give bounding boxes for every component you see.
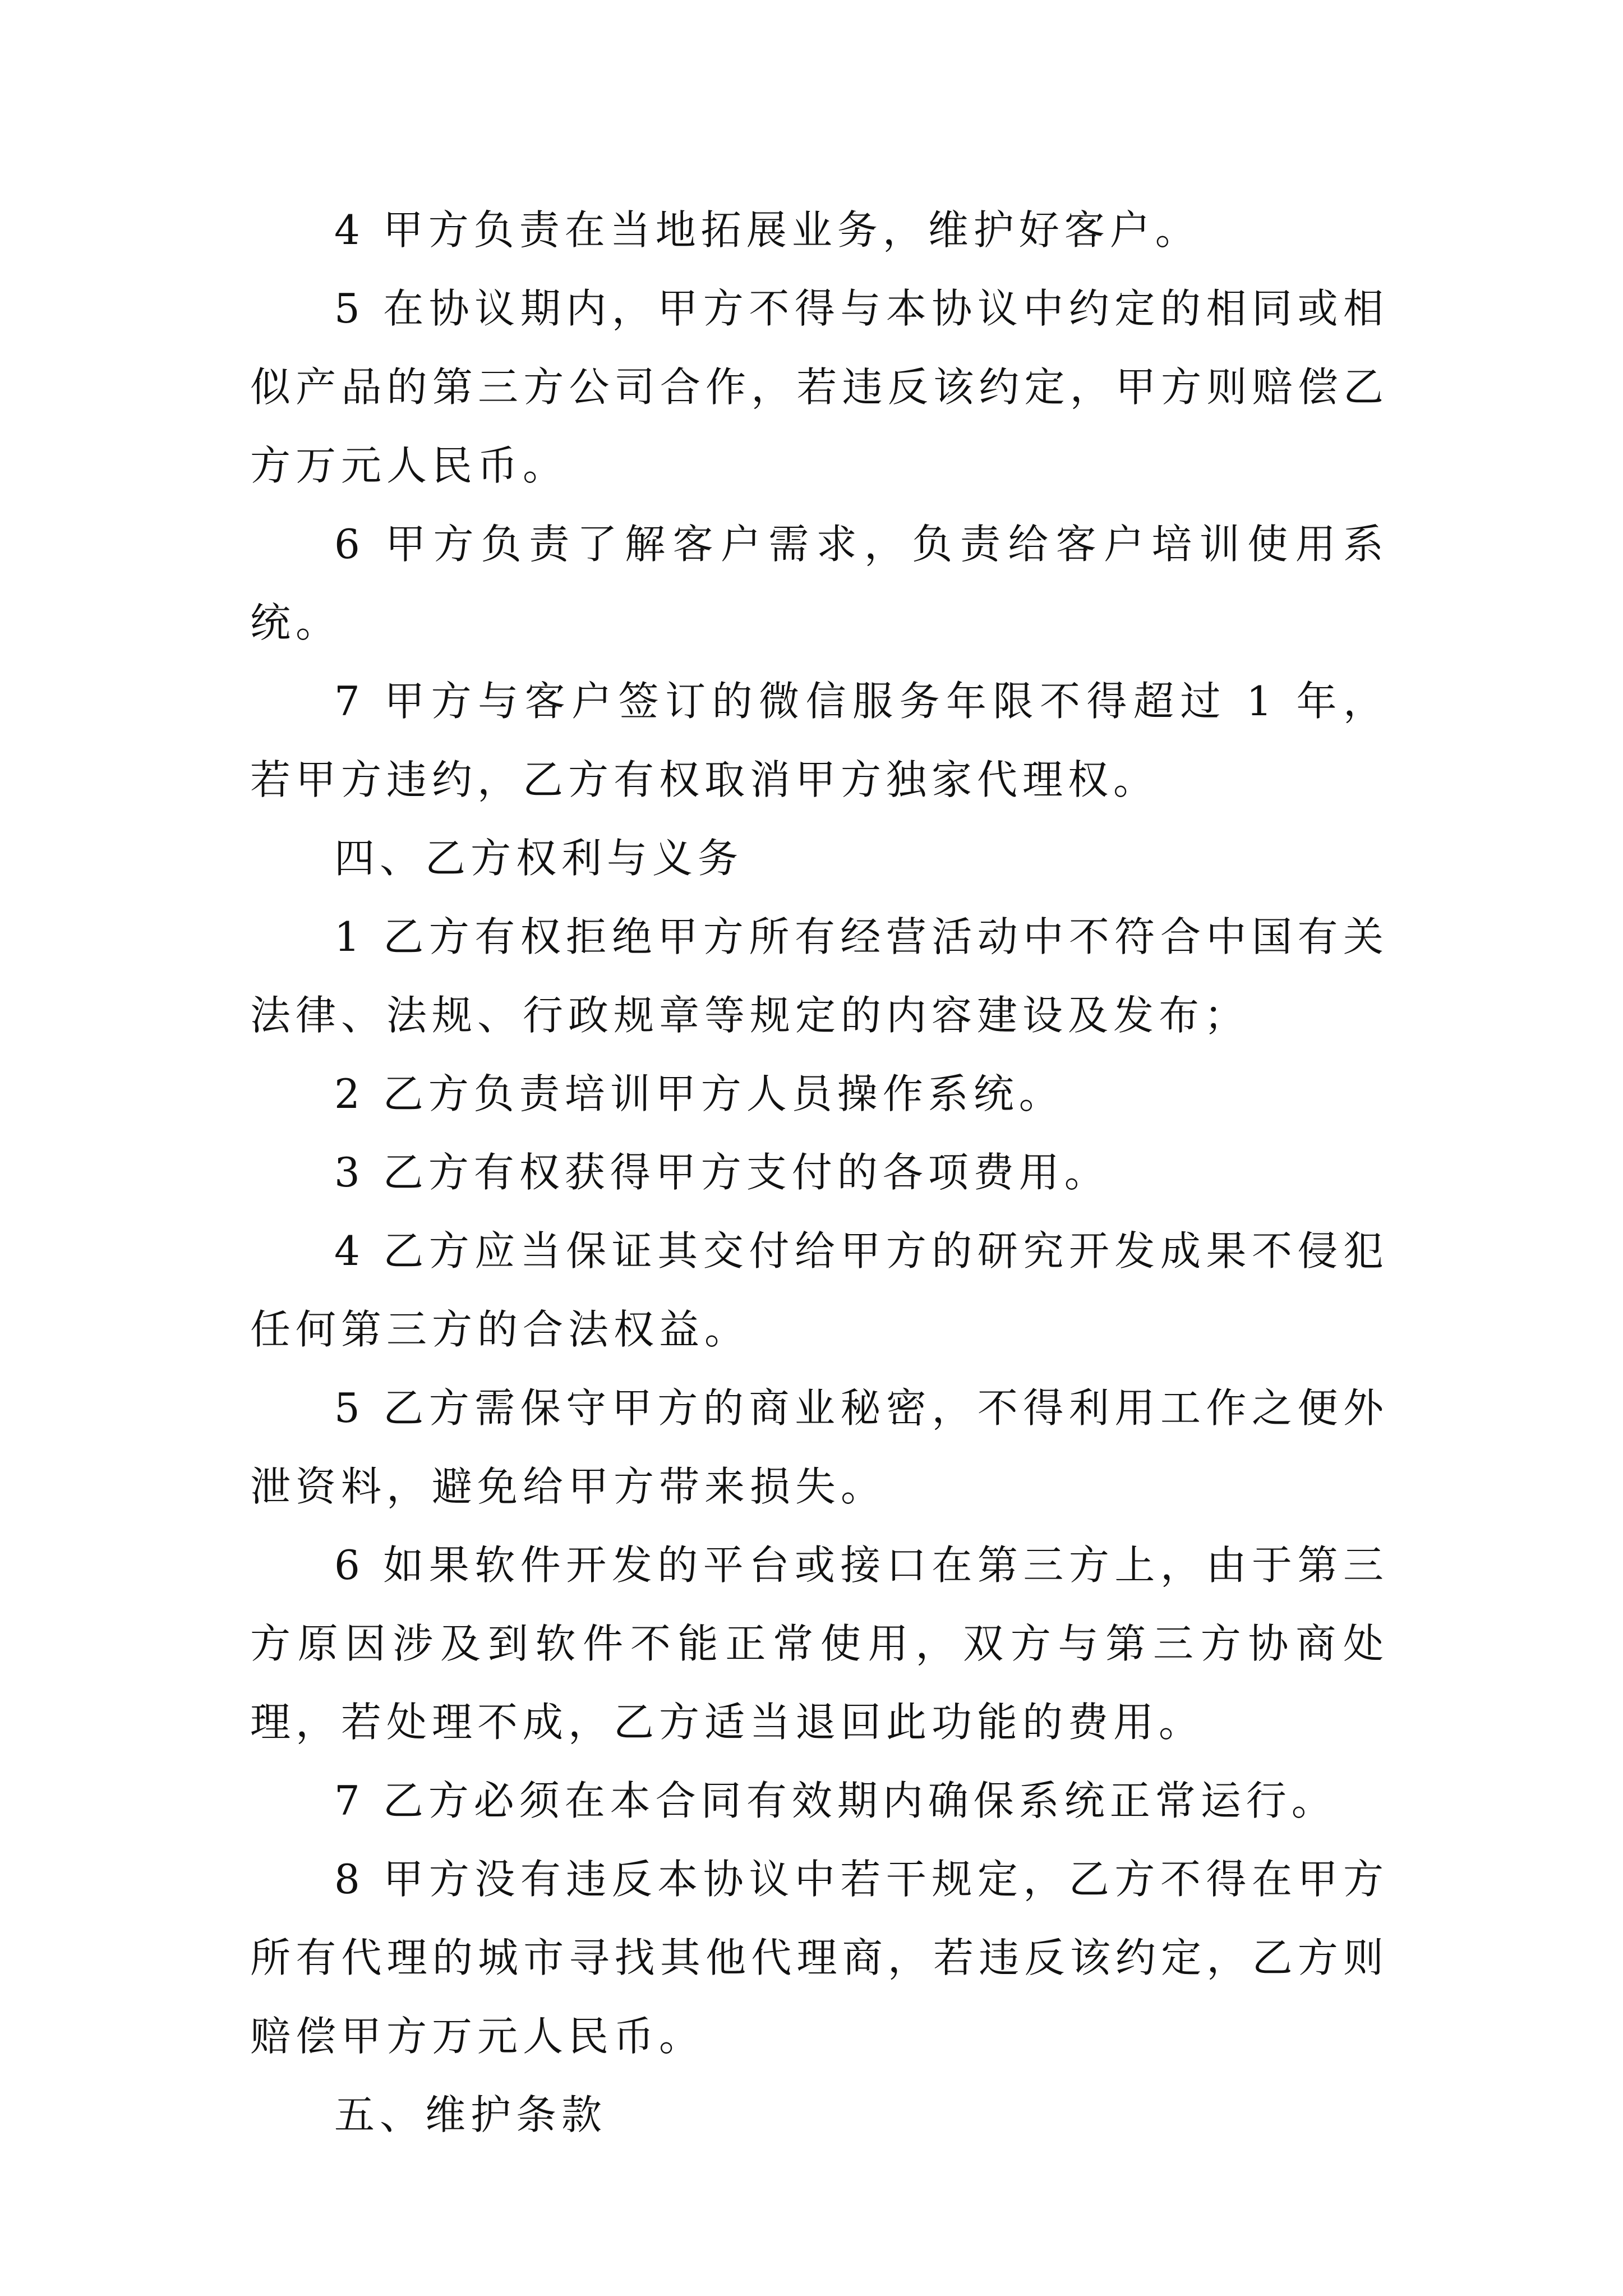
document-body [250, 191, 1389, 2154]
section-heading: 四、乙方权利与义务 [334, 835, 744, 882]
clause-paragraph: 1 乙方有权拒绝甲方所有经营活动中不符合中国有关法律、法规、行政规章等规定的内容建设及发布； [250, 913, 1389, 1039]
clause-paragraph: 8 甲方没有违反本协议中若干规定，乙方不得在甲方所有代理的城市寻找其他代理商，若违反该约定，乙方则赔偿甲方万元人民币。 [250, 1856, 1389, 2060]
clause-paragraph: 5 在协议期内，甲方不得与本协议中约定的相同或相似产品的第三方公司合作，若违反该约定，甲方则赔偿乙方万元人民币。 [250, 285, 1389, 489]
clause-paragraph: 3 乙方有权获得甲方支付的各项费用。 [334, 1149, 1110, 1196]
clause-paragraph: 7 甲方与客户签订的微信服务年限不得超过 1 年，若甲方违约，乙方有权取消甲方独家代理权。 [250, 678, 1389, 803]
clause-paragraph: 6 甲方负责了解客户需求，负责给客户培训使用系统。 [250, 521, 1389, 646]
section-heading: 五、维护条款 [334, 2091, 607, 2138]
clause-paragraph: 7 乙方必须在本合同有效期内确保系统正常运行。 [334, 1777, 1337, 1824]
clause-paragraph: 4 乙方应当保证其交付给甲方的研究开发成果不侵犯任何第三方的合法权益。 [250, 1227, 1389, 1353]
clause-paragraph: 5 乙方需保守甲方的商业秘密，不得利用工作之便外泄资料，避免给甲方带来损失。 [250, 1384, 1389, 1510]
clause-paragraph: 6 如果软件开发的平台或接口在第三方上，由于第三方原因涉及到软件不能正常使用，双方与第三方协商处理，若处理不成，乙方适当退回此功能的费用。 [250, 1542, 1389, 1746]
clause-paragraph: 4 甲方负责在当地拓展业务，维护好客户。 [334, 206, 1201, 254]
clause-paragraph: 2 乙方负责培训甲方人员操作系统。 [334, 1070, 1064, 1117]
